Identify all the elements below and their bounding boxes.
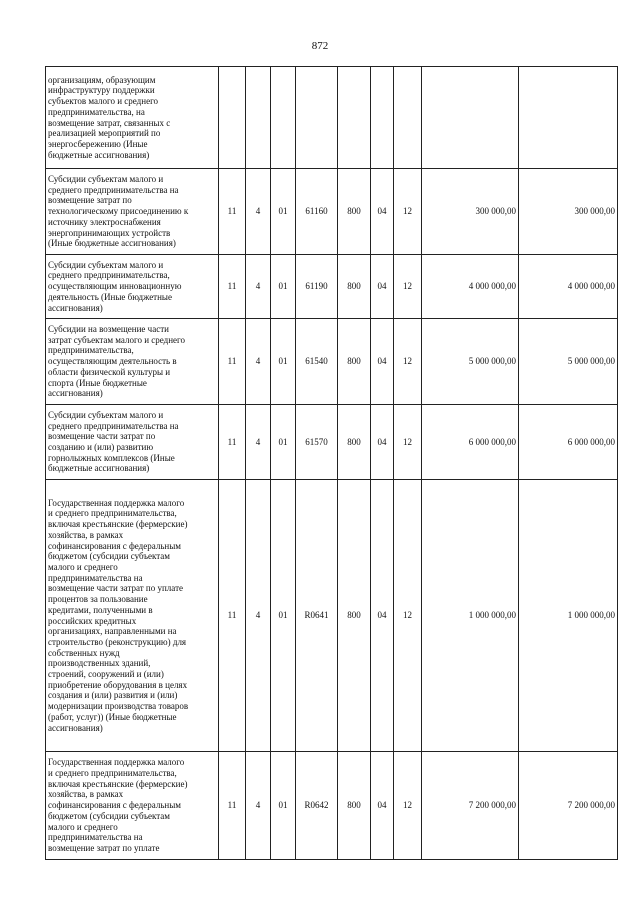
code-section: 11 xyxy=(219,255,246,319)
code-direction: 61540 xyxy=(296,319,338,405)
code-subprogram-1: 4 xyxy=(246,319,271,405)
code-subprogram-1 xyxy=(246,67,271,169)
page-number: 872 xyxy=(311,40,329,52)
code-chapter xyxy=(371,67,394,169)
row-description: Субсидии субъектам малого и среднего предпринимательства, осуществляющим инновационную деятельность (Иные бюджетные ассигнования) xyxy=(46,255,219,319)
code-expense-type: 800 xyxy=(338,255,371,319)
code-expense-type xyxy=(338,67,371,169)
code-expense-type: 800 xyxy=(338,169,371,255)
code-expense-type: 800 xyxy=(338,752,371,860)
code-subsection: 12 xyxy=(394,405,422,480)
code-expense-type: 800 xyxy=(338,405,371,480)
code-expense-type: 800 xyxy=(338,480,371,752)
code-subprogram-1: 4 xyxy=(246,169,271,255)
code-section: 11 xyxy=(219,752,246,860)
amount-col-1: 300 000,00 xyxy=(422,169,519,255)
amount-col-2: 1 000 000,00 xyxy=(519,480,618,752)
code-subprogram-2 xyxy=(271,67,296,169)
code-subprogram-2: 01 xyxy=(271,480,296,752)
row-description: Субсидии на возмещение части затрат субъектам малого и среднего предпринимательства, осуществляющим деятельность в области физической культуры и спорта (Иные бюджетные ассигнования) xyxy=(46,319,219,405)
code-subsection: 12 xyxy=(394,752,422,860)
row-description: организациям, образующим инфраструктуру поддержки субъектов малого и среднего предпринимательства, на возмещение затрат, связанных с реализацией мероприятий по энергосбережению (Иные бюджетные ассигнования) xyxy=(46,67,219,169)
code-subprogram-1: 4 xyxy=(246,480,271,752)
code-section xyxy=(219,67,246,169)
table-row xyxy=(46,67,618,169)
code-chapter: 04 xyxy=(371,319,394,405)
code-chapter: 04 xyxy=(371,169,394,255)
code-direction: 61570 xyxy=(296,405,338,480)
row-description: Субсидии субъектам малого и среднего предпринимательства на возмещение затрат по технологическому присоединению к источнику электроснабжения энергопринимающих устройств (Иные бюджетные ассигнования) xyxy=(46,169,219,255)
code-subprogram-2: 01 xyxy=(271,405,296,480)
code-chapter: 04 xyxy=(371,255,394,319)
amount-col-2: 6 000 000,00 xyxy=(519,405,618,480)
code-subsection: 12 xyxy=(394,480,422,752)
code-subsection: 12 xyxy=(394,169,422,255)
table-row xyxy=(46,752,618,860)
code-chapter: 04 xyxy=(371,405,394,480)
amount-col-1: 4 000 000,00 xyxy=(422,255,519,319)
amount-col-2: 5 000 000,00 xyxy=(519,319,618,405)
code-subsection: 12 xyxy=(394,255,422,319)
code-direction: 61190 xyxy=(296,255,338,319)
amount-col-2: 4 000 000,00 xyxy=(519,255,618,319)
table-row xyxy=(46,480,618,752)
amount-col-1: 7 200 000,00 xyxy=(422,752,519,860)
code-subsection: 12 xyxy=(394,319,422,405)
amount-col-2: 7 200 000,00 xyxy=(519,752,618,860)
code-direction: 61160 xyxy=(296,169,338,255)
table-row xyxy=(46,319,618,405)
code-subprogram-1: 4 xyxy=(246,752,271,860)
amount-col-1: 5 000 000,00 xyxy=(422,319,519,405)
amount-col-1 xyxy=(422,67,519,169)
table-row xyxy=(46,169,618,255)
code-subprogram-2: 01 xyxy=(271,752,296,860)
row-description: Субсидии субъектам малого и среднего предпринимательства на возмещение части затрат по созданию и (или) развитию горнолыжных комплексов (Иные бюджетные ассигнования) xyxy=(46,405,219,480)
code-direction: R0642 xyxy=(296,752,338,860)
code-section: 11 xyxy=(219,480,246,752)
amount-col-1: 6 000 000,00 xyxy=(422,405,519,480)
row-description: Государственная поддержка малого и среднего предпринимательства, включая крестьянские (фермерские) хозяйства, в рамках софинансирования с федеральным бюджетом (субсидии субъектам малого и среднего предпринимательства на возмещение части затрат по уплате процентов за пользование кредитами, полученными в российских кредитных организациях, направленными на строительство (реконструкцию) для собственных нужд производственных зданий, строений, сооружений и (или) приобретение оборудования в целях создания и (или) развития и (или) модернизации производства товаров (работ, услуг)) (Иные бюджетные ассигнования) xyxy=(46,480,219,752)
row-description: Государственная поддержка малого и среднего предпринимательства, включая крестьянские (фермерские) хозяйства, в рамках софинансирования с федеральным бюджетом (субсидии субъектам малого и среднего предпринимательства на возмещение затрат по уплате xyxy=(46,752,219,860)
code-direction: R0641 xyxy=(296,480,338,752)
code-subprogram-1: 4 xyxy=(246,405,271,480)
code-direction xyxy=(296,67,338,169)
amount-col-2 xyxy=(519,67,618,169)
table-row xyxy=(46,255,618,319)
code-subprogram-2: 01 xyxy=(271,319,296,405)
code-subsection xyxy=(394,67,422,169)
code-chapter: 04 xyxy=(371,480,394,752)
table-row xyxy=(46,405,618,480)
table-body xyxy=(46,67,618,860)
code-section: 11 xyxy=(219,405,246,480)
amount-col-2: 300 000,00 xyxy=(519,169,618,255)
code-subprogram-2: 01 xyxy=(271,169,296,255)
amount-col-1: 1 000 000,00 xyxy=(422,480,519,752)
code-subprogram-1: 4 xyxy=(246,255,271,319)
code-chapter: 04 xyxy=(371,752,394,860)
code-section: 11 xyxy=(219,169,246,255)
budget-table xyxy=(45,66,618,860)
code-subprogram-2: 01 xyxy=(271,255,296,319)
code-expense-type: 800 xyxy=(338,319,371,405)
code-section: 11 xyxy=(219,319,246,405)
